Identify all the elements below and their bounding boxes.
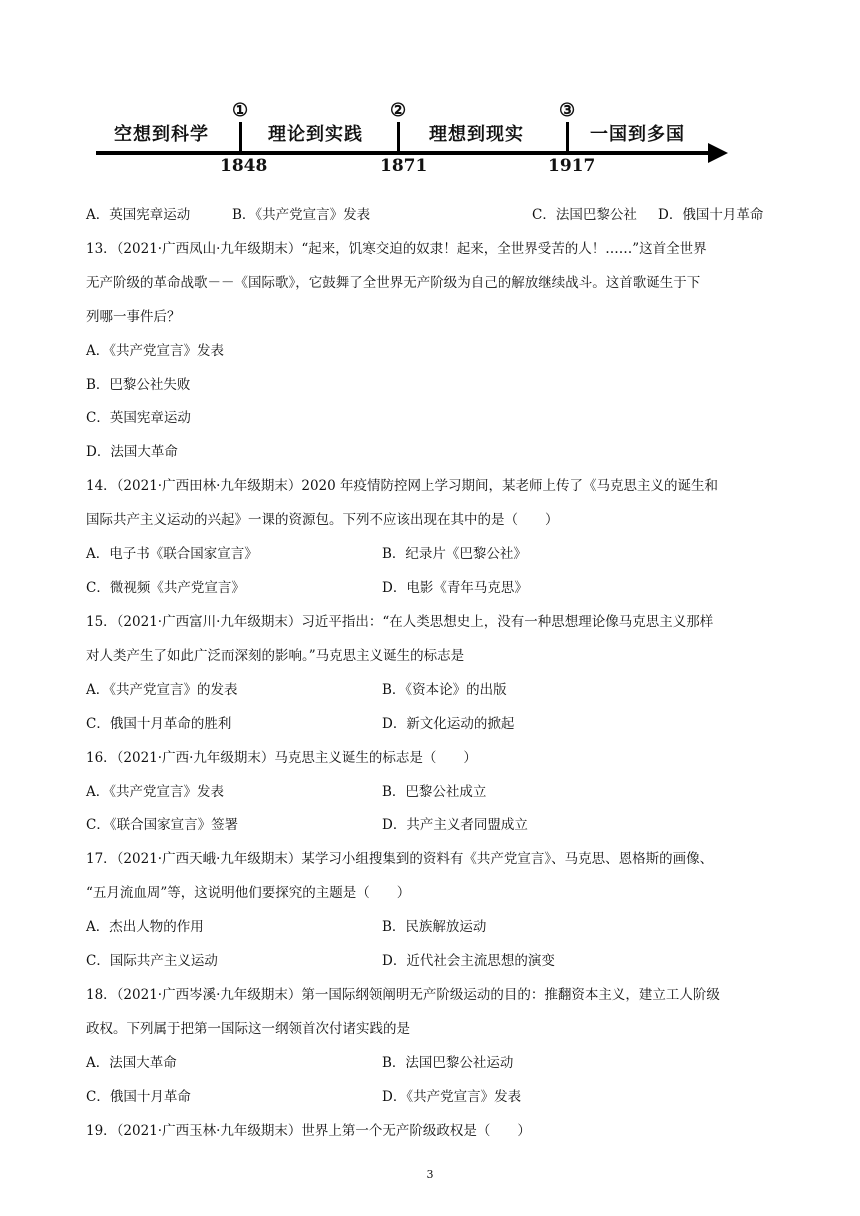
timeline-marker-2: ② bbox=[390, 100, 407, 121]
q16-option-a: A．《共产党宣言》发表 bbox=[86, 784, 224, 800]
timeline-tick-2 bbox=[397, 122, 400, 153]
q12-option-d: D．俄国十月革命 bbox=[658, 207, 764, 223]
arrow-right-icon bbox=[708, 143, 728, 163]
timeline-tick-1 bbox=[239, 122, 242, 153]
q17-line-2: “五月流血周”等，这说明他们要探究的主题是（ ） bbox=[86, 885, 411, 901]
q13-option-d: D．法国大革命 bbox=[86, 444, 178, 460]
q17-option-c: C．国际共产主义运动 bbox=[86, 953, 218, 969]
q12-option-a: A．英国宪章运动 bbox=[86, 207, 191, 223]
q15-option-b: B．《资本论》的出版 bbox=[382, 682, 507, 698]
q18-option-c: C．俄国十月革命 bbox=[86, 1089, 191, 1105]
q19-line-1: 19．（2021·广西玉林·九年级期末）世界上第一个无产阶级政权是（ ） bbox=[86, 1123, 531, 1139]
q12-option-c: C．法国巴黎公社 bbox=[532, 207, 637, 223]
q16-option-c: C．《联合国家宣言》签署 bbox=[86, 817, 239, 833]
q14-option-b: B．纪录片《巴黎公社》 bbox=[382, 546, 527, 562]
q18-option-b: B．法国巴黎公社运动 bbox=[382, 1055, 514, 1071]
timeline-year-2: 1871 bbox=[380, 156, 428, 176]
timeline-marker-3: ③ bbox=[559, 100, 576, 121]
timeline-tick-3 bbox=[566, 122, 569, 153]
q15-option-c: C．俄国十月革命的胜利 bbox=[86, 716, 232, 732]
timeline-segment-4: 一国到多国 bbox=[590, 124, 685, 145]
q18-line-1: 18．（2021·广西岑溪·九年级期末）第一国际纲领阐明无产阶级运动的目的：推翻资本主义，建立工人阶级 bbox=[86, 987, 720, 1003]
timeline-year-3: 1917 bbox=[548, 156, 596, 176]
q13-option-a: A．《共产党宣言》发表 bbox=[86, 343, 224, 359]
q13-line-2: 无产阶级的革命战歌－－《国际歌》，它鼓舞了全世界无产阶级为自己的解放继续战斗。这首歌诞生于下 bbox=[86, 275, 701, 291]
timeline-segment-1: 空想到科学 bbox=[114, 124, 209, 145]
q17-option-d: D．近代社会主流思想的演变 bbox=[382, 953, 555, 969]
q14-option-c: C．微视频《共产党宣言》 bbox=[86, 580, 245, 596]
q14-line-2: 国际共产主义运动的兴起》一课的资源包。下列不应该出现在其中的是（ ） bbox=[86, 512, 559, 528]
q16-option-b: B．巴黎公社成立 bbox=[382, 784, 487, 800]
q13-line-3: 列哪一事件后？ bbox=[86, 309, 181, 325]
timeline-segment-3: 理想到现实 bbox=[429, 124, 524, 145]
q15-option-a: A．《共产党宣言》的发表 bbox=[86, 682, 238, 698]
q18-option-d: D．《共产党宣言》发表 bbox=[382, 1089, 522, 1105]
q18-line-2: 政权。下列属于把第一国际这一纲领首次付诸实践的是 bbox=[86, 1021, 410, 1037]
q18-option-a: A．法国大革命 bbox=[86, 1055, 177, 1071]
q16-option-d: D．共产主义者同盟成立 bbox=[382, 817, 528, 833]
timeline-axis bbox=[96, 151, 711, 155]
q17-option-a: A．杰出人物的作用 bbox=[86, 919, 204, 935]
timeline-year-1: 1848 bbox=[220, 156, 268, 176]
q13-option-b: B．巴黎公社失败 bbox=[86, 377, 191, 393]
q15-line-1: 15．（2021·广西富川·九年级期末）习近平指出：“在人类思想史上，没有一种思想理论像马克思主义那样 bbox=[86, 614, 714, 630]
q13-line-1: 13．（2021·广西凤山·九年级期末）“起来，饥寒交迫的奴隶！起来，全世界受苦的人！……”这首全世界 bbox=[86, 241, 707, 257]
q14-line-1: 14．（2021·广西田林·九年级期末）2020 年疫情防控网上学习期间，某老师上传了《马克思主义的诞生和 bbox=[86, 478, 719, 494]
q15-option-d: D．新文化运动的掀起 bbox=[382, 716, 515, 732]
page-number: 3 bbox=[426, 1168, 434, 1181]
q14-option-d: D．电影《青年马克思》 bbox=[382, 580, 528, 596]
q17-option-b: B．民族解放运动 bbox=[382, 919, 487, 935]
timeline-marker-1: ① bbox=[232, 100, 249, 121]
q16-line-1: 16．（2021·广西·九年级期末）马克思主义诞生的标志是（ ） bbox=[86, 750, 477, 766]
q17-line-1: 17．（2021·广西天峨·九年级期末）某学习小组搜集到的资料有《共产党宣言》、马克思、恩格斯的画像、 bbox=[86, 851, 714, 867]
q15-line-2: 对人类产生了如此广泛而深刻的影响。”马克思主义诞生的标志是 bbox=[86, 648, 465, 664]
q12-option-b: B．《共产党宣言》发表 bbox=[232, 207, 371, 223]
q14-option-a: A．电子书《联合国家宣言》 bbox=[86, 546, 258, 562]
timeline-figure bbox=[96, 96, 736, 186]
timeline-segment-2: 理论到实践 bbox=[268, 124, 363, 145]
q13-option-c: C．英国宪章运动 bbox=[86, 410, 191, 426]
